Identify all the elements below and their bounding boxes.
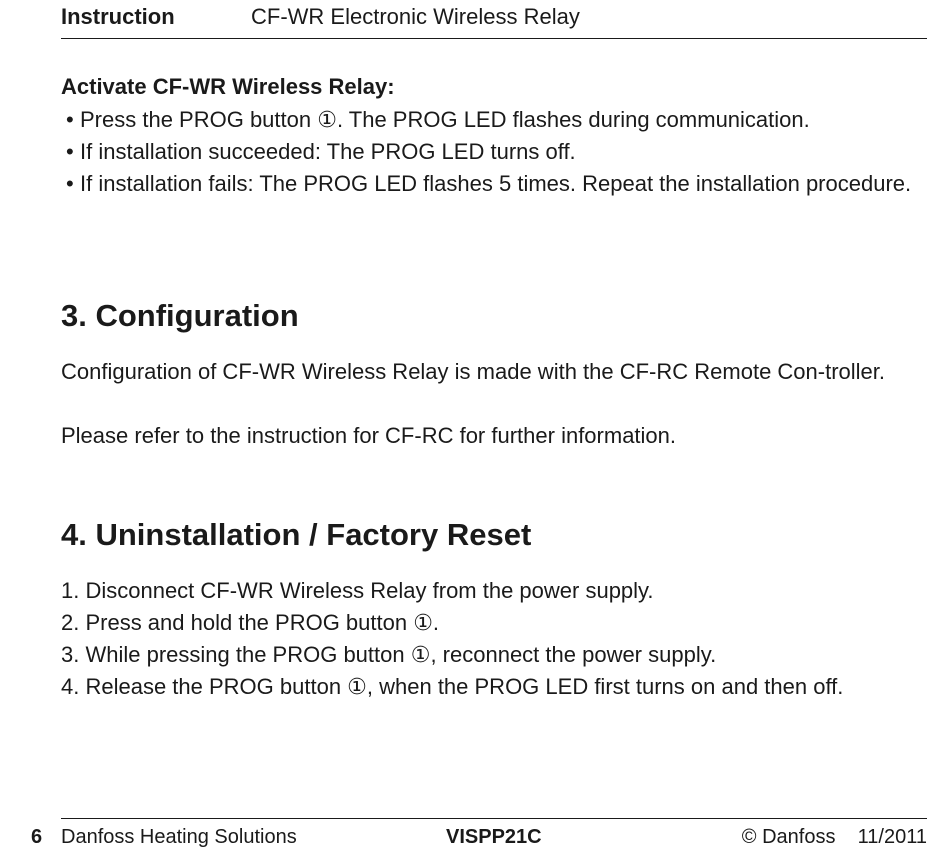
step-item: 3. While pressing the PROG button ①, reconnect the power supply. [61,642,717,667]
activate-heading: Activate CF-WR Wireless Relay: [61,74,395,99]
bullet-item: • Press the PROG button ①. The PROG LED flashes during communication. [66,104,926,136]
step-item: 4. Release the PROG button ①, when the PROG LED first turns on and then off. [61,674,844,699]
activate-bullet-list [66,104,926,200]
bullet-item: • If installation succeeded: The PROG LED turns off. [66,136,926,168]
step-item: 1. Disconnect CF-WR Wireless Relay from the power supply. [61,578,654,603]
document-title: CF-WR Electronic Wireless Relay [251,4,580,29]
bullet-item: • If installation fails: The PROG LED flashes 5 times. Repeat the installation procedure. [66,168,926,200]
step-item: 2. Press and hold the PROG button ①. [61,610,440,635]
footer-copyright: © Danfoss 11/2011 [741,826,927,848]
uninstallation-heading: 4. Uninstallation / Factory Reset [61,517,532,552]
footer-company: Danfoss Heating Solutions [61,826,297,848]
configuration-heading: 3. Configuration [61,298,299,333]
document-type: Instruction [61,4,175,29]
page-footer [61,818,927,853]
page-number: 6 [31,826,43,848]
footer-document-code: VISPP21C [446,826,542,848]
uninstallation-step-list [61,575,941,703]
page-header [61,0,927,39]
configuration-paragraph: Configuration of CF-WR Wireless Relay is made with the CF-RC Remote Con-troller. [61,359,886,384]
configuration-reference-paragraph: Please refer to the instruction for CF-RC for further information. [61,423,677,448]
